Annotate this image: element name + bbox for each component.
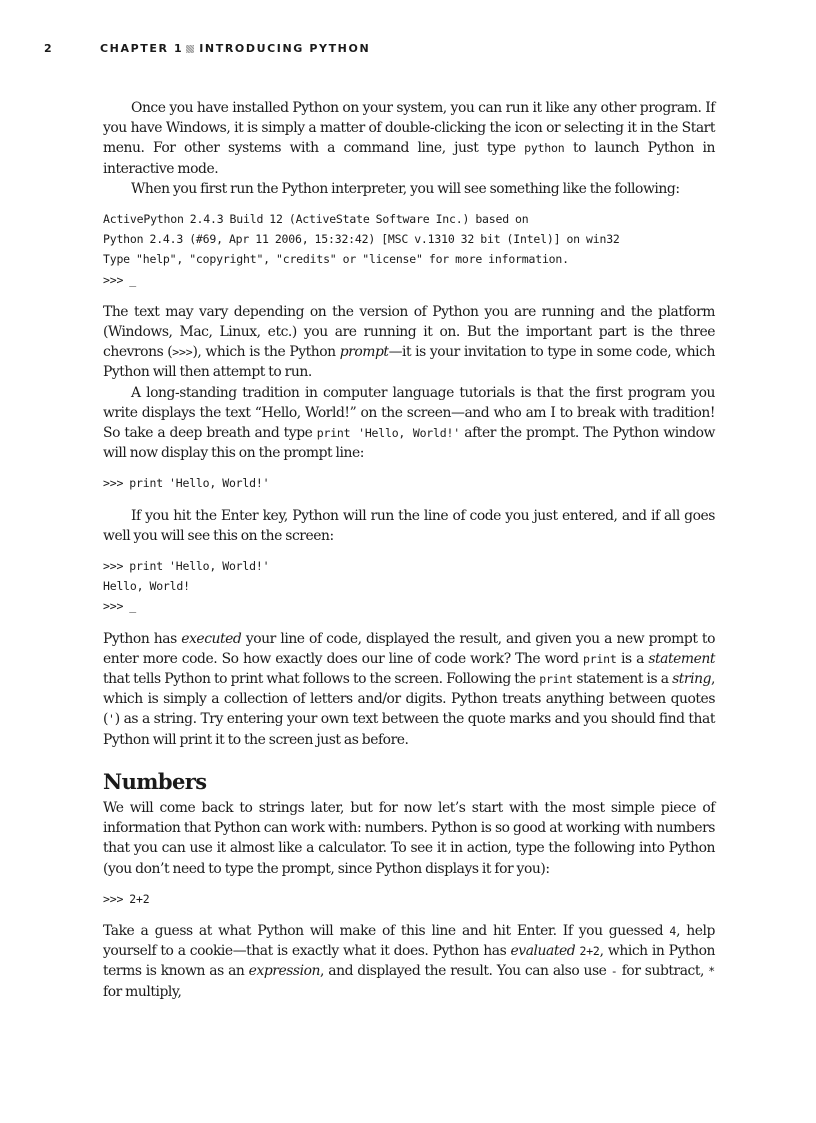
- emphasis: statement: [648, 650, 715, 667]
- emphasis: string: [672, 671, 712, 688]
- inline-code: *: [708, 964, 715, 979]
- paragraph: Once you have installed Python on your system, you can run it like any other program. If you have Windows, it is simply a matter of double-clicking the icon or selecting it in the Start menu. For other systems with a command line, just type python to launch Python in interactive mode.: [103, 100, 715, 177]
- paragraph: If you hit the Enter key, Python will run the line of code you just entered, and if all goes well you will see this on the screen:: [103, 507, 715, 544]
- inline-code: python: [524, 141, 565, 156]
- chapter-title: INTRODUCING PYTHON: [199, 42, 371, 55]
- paragraph: Python has executed your line of code, displayed the result, and given you a new prompt to enter more code. So how exactly does our line of code work? The word print is a statement that tells Python to print what follows to the screen. Following the print statement is a string, which is simply a collection of letters and/or digits. Python treats anything between quotes (') as a string. Try entering your own text between the quote marks and you should find that Python will print it to the screen just as before.: [103, 630, 716, 748]
- inline-code: 4: [669, 923, 677, 938]
- inline-code: >>>: [172, 345, 193, 360]
- emphasis: prompt: [339, 344, 389, 361]
- body-text: [103, 98, 715, 1002]
- inline-code: print 'Hello, World!': [316, 426, 460, 441]
- code-block: >>> print 'Hello, World!' Hello, World! >>> _: [103, 559, 270, 614]
- chapter-label: CHAPTER 1: [100, 42, 184, 55]
- paragraph: A long-standing tradition in computer language tutorials is that the first program you write displays the text “Hello, World!” on the screen—and who am I to break with tradition! So take a deep breath and type print 'Hello, World!' after the prompt. The Python window will now display this on the prompt line:: [103, 384, 715, 462]
- inline-code: print: [539, 672, 573, 687]
- emphasis: expression: [248, 963, 320, 980]
- emphasis: executed: [181, 630, 242, 647]
- code-block: >>> print 'Hello, World!': [103, 476, 270, 491]
- code-block: >>> 2+2: [103, 891, 150, 906]
- chapter-heading: [100, 42, 370, 55]
- inline-code: 2+2: [579, 944, 600, 959]
- paragraph: When you first run the Python interpreter, you will see something like the following:: [131, 180, 680, 197]
- separator-square-icon: [186, 45, 194, 53]
- running-head: [44, 42, 776, 58]
- paragraph: We will come back to strings later, but for now let’s start with the most simple piece of information that Python can work with: numbers. Python is so good at working with numbers that you can use it almost like a calculator. To see it in action, type the following into Python (you don’t need to type the prompt, since Python displays it for you):: [103, 799, 715, 877]
- inline-code: ': [107, 712, 115, 727]
- inline-code: -: [610, 964, 618, 979]
- emphasis: evaluated: [510, 943, 576, 960]
- paragraph: Take a guess at what Python will make of this line and hit Enter. If you guessed 4, help yourself to a cookie—that is exactly what it does. Python has evaluated 2+2, which in Python terms is known as an expression, and displayed the result. You can also use - for subtract, * for multiply,: [103, 922, 716, 1000]
- page-number: 2: [44, 42, 54, 55]
- code-block: ActivePython 2.4.3 Build 12 (ActiveState Software Inc.) based on Python 2.4.3 (#69, Apr 11 2006, 15:32:42) [MSC v.1310 32 bit (Intel)] on win32 Type "help", "copyright", "credits" or "license" for more information. >>> _: [103, 212, 620, 287]
- paragraph: The text may vary depending on the version of Python you are running and the platform (Windows, Mac, Linux, etc.) you are running it on. But the important part is the three chevrons (>>>), which is the Python prompt—it is your invitation to type in some code, which Python will then attempt to run.: [103, 303, 716, 381]
- inline-code: print: [582, 651, 617, 666]
- section-heading: Numbers: [103, 768, 207, 794]
